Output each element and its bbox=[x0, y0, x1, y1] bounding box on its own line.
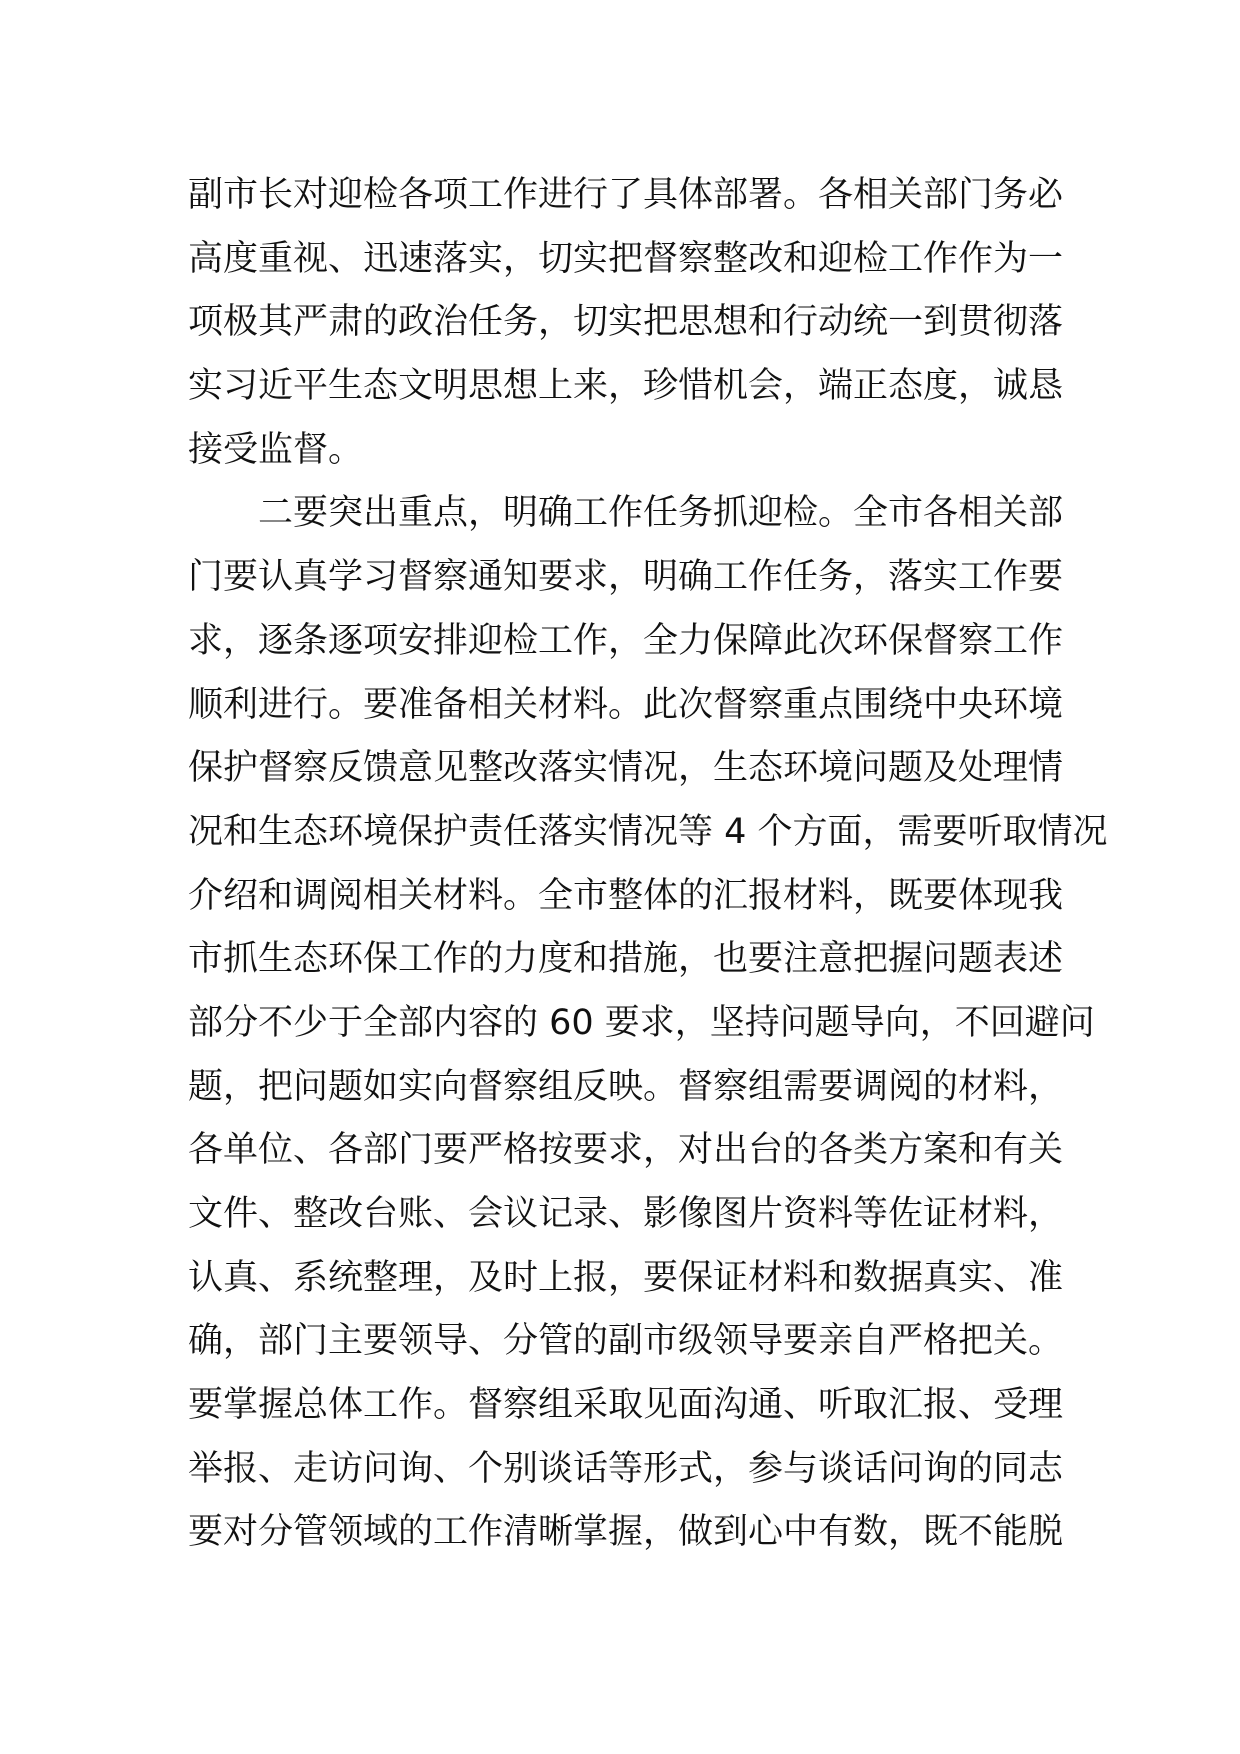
text-line: 实习近平生态文明思想上来，珍惜机会，端正态度，诚恳 bbox=[188, 366, 1064, 407]
text-line: 确，部门主要领导、分管的副市级领导要亲自严格把关。 bbox=[188, 1321, 1064, 1362]
text-line: 求，逐条逐项安排迎检工作，全力保障此次环保督察工作 bbox=[188, 620, 1064, 661]
text-line-paragraph-start: 二要突出重点，明确工作任务抓迎检。全市各相关部 bbox=[258, 493, 1064, 534]
text-line: 举报、走访问询、个别谈话等形式，参与谈话问询的同志 bbox=[188, 1448, 1064, 1489]
text-line: 要掌握总体工作。督察组采取见面沟通、听取汇报、受理 bbox=[188, 1385, 1064, 1426]
text-line: 项极其严肃的政治任务，切实把思想和行动统一到贯彻落 bbox=[188, 302, 1064, 343]
text-line: 介绍和调阅相关材料。全市整体的汇报材料，既要体现我 bbox=[188, 875, 1064, 916]
text-line: 副市长对迎检各项工作进行了具体部署。各相关部门务必 bbox=[188, 175, 1064, 215]
text-line-paragraph-end: 接受监督。 bbox=[188, 429, 364, 470]
text-line: 认真、系统整理，及时上报，要保证材料和数据真实、准 bbox=[188, 1257, 1064, 1298]
text-line: 顺利进行。要准备相关材料。此次督察重点围绕中央环境 bbox=[188, 684, 1064, 725]
text-line: 要对分管领域的工作清晰掌握，做到心中有数，既不能脱 bbox=[188, 1512, 1064, 1553]
text-line: 各单位、各部门要严格按要求，对出台的各类方案和有关 bbox=[188, 1130, 1064, 1171]
text-line: 保护督察反馈意见整改落实情况，生态环境问题及处理情 bbox=[188, 748, 1064, 789]
text-line: 况和生态环境保护责任落实情况等 4 个方面，需要听取情况 bbox=[188, 811, 1108, 852]
text-line: 门要认真学习督察通知要求，明确工作任务，落实工作要 bbox=[188, 557, 1064, 598]
text-line: 高度重视、迅速落实，切实把督察整改和迎检工作作为一 bbox=[188, 238, 1064, 279]
text-line: 文件、整改台账、会议记录、影像图片资料等佐证材料， bbox=[188, 1194, 1064, 1234]
body-text bbox=[188, 164, 1108, 1565]
text-line: 题，把问题如实向督察组反映。督察组需要调阅的材料， bbox=[188, 1066, 1064, 1107]
text-line: 部分不少于全部内容的 60 要求，坚持问题导向，不回避问 bbox=[188, 1002, 1095, 1043]
text-line: 市抓生态环保工作的力度和措施，也要注意把握问题表述 bbox=[188, 939, 1064, 980]
